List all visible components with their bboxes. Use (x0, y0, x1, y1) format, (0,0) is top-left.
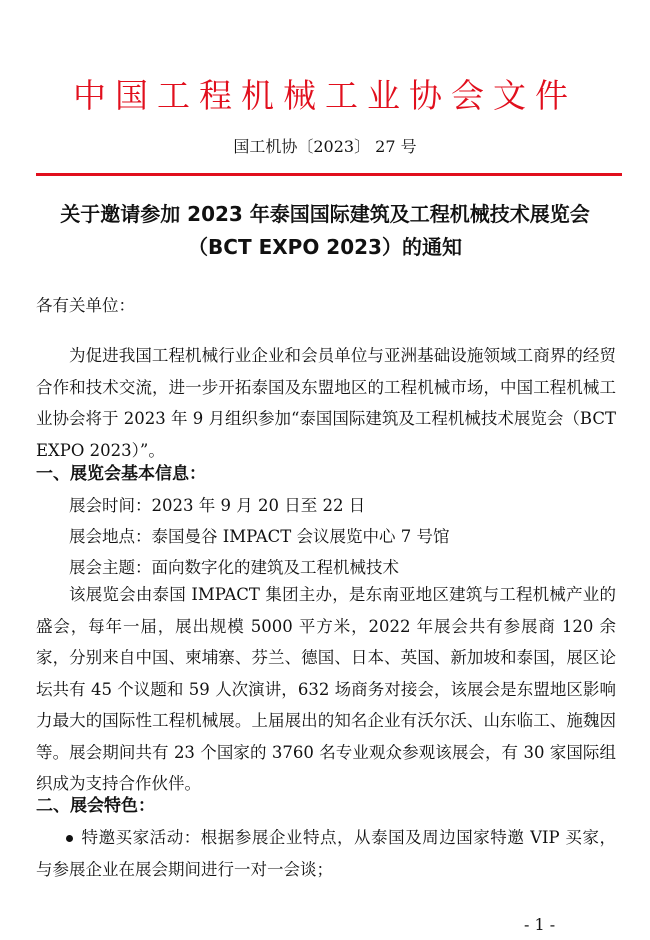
section-heading-features: 二、展会特色： (36, 796, 155, 816)
document-title-line-2: （BCT EXPO 2023）的通知 (188, 235, 462, 259)
document-number: 国工机协〔2023〕 27 号 (233, 137, 417, 156)
exhibition-location: 展会地点：泰国曼谷 IMPACT 会议展览中心 7 号馆 (69, 527, 450, 546)
page-number: - 1 - (524, 915, 556, 934)
exhibition-description: 该展览会由泰国 IMPACT 集团主办，是东南亚地区建筑与工程机械产业的盛会，每年一届，展出规模 5000 平方米，2022 年展会共有参展商 120 余家，分别来自中国、柬埔寨、芬兰、德国、日本、英国、新加坡和泰国，展区论坛共有 45 个议题和 59 人次演讲，632 场商务对接会，该展会是东盟地区影响力最大的国际性工程机械展。上届展出的知名企业有沃尔沃、山东临工、施魏因等。展会期间共有 23 个国家的 3760 名专业观众参观该展会，有 30 家国际组织成为支持合作伙伴。 (36, 585, 616, 793)
salutation: 各有关单位： (36, 296, 135, 315)
feature-bullet-text: 特邀买家活动：根据参展企业特点，从泰国及周边国家特邀 VIP 买家，与参展企业在展会期间进行一对一会谈； (36, 828, 616, 879)
exhibition-time: 展会时间：2023 年 9 月 20 日至 22 日 (69, 496, 366, 515)
letterhead-title: 中国工程机械工业协会文件 (73, 76, 577, 115)
intro-paragraph: 为促进我国工程机械行业企业和会员单位与亚洲基础设施领域工商界的经贸合作和技术交流，进一步开拓泰国及东盟地区的工程机械市场，中国工程机械工业协会将于 2023 年 9 月组织参加“泰国国际建筑及工程机械技术展览会（BCT EXPO 2023）”。 (36, 346, 616, 460)
document-title (0, 198, 650, 264)
document-title-line-1: 关于邀请参加 2023 年泰国国际建筑及工程机械技术展览会 (60, 202, 590, 226)
exhibition-theme: 展会主题：面向数字化的建筑及工程机械技术 (69, 558, 399, 577)
red-divider-line (36, 173, 622, 176)
bullet-icon (66, 835, 73, 842)
feature-bullet-item (36, 822, 616, 885)
section-heading-basic-info: 一、展览会基本信息： (36, 464, 206, 484)
